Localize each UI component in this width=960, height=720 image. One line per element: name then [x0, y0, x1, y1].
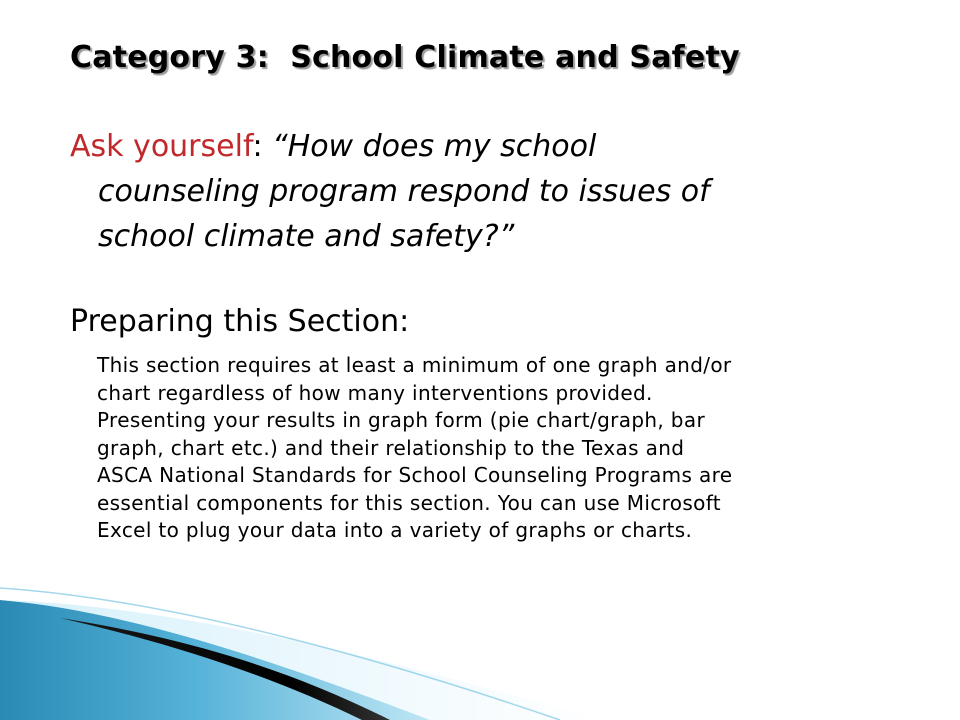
slide-title: Category 3: School Climate and Safety — [70, 40, 740, 75]
body-line-3: Presenting your results in graph form (pie chart/graph, bar — [97, 408, 706, 432]
question-line-2: counseling program respond to issues of — [98, 174, 710, 209]
ask-separator: : — [252, 129, 273, 164]
section-body — [97, 352, 917, 545]
ask-yourself-block — [70, 124, 910, 259]
ask-yourself-label: Ask yourself — [70, 129, 253, 164]
body-line-6: essential components for this section. You can use Microsoft — [97, 490, 721, 515]
body-line-4: graph, chart etc.) and their relationship to the Texas and — [97, 435, 685, 460]
ask-first-line — [70, 124, 910, 169]
body-line-5: ASCA National Standards for School Counseling Programs are — [97, 463, 733, 487]
decorative-wave-band — [0, 560, 960, 720]
section-heading: Preparing this Section: — [70, 304, 410, 339]
question-line-3: school climate and safety?” — [98, 219, 515, 254]
body-line-2: chart regardless of how many interventions provided. — [97, 380, 653, 405]
question-line-1: “How does my school — [272, 129, 597, 164]
body-line-7: Excel to plug your data into a variety of graphs or charts. — [97, 518, 693, 542]
body-line-1: This section requires at least a minimum of one graph and/or — [97, 353, 732, 377]
